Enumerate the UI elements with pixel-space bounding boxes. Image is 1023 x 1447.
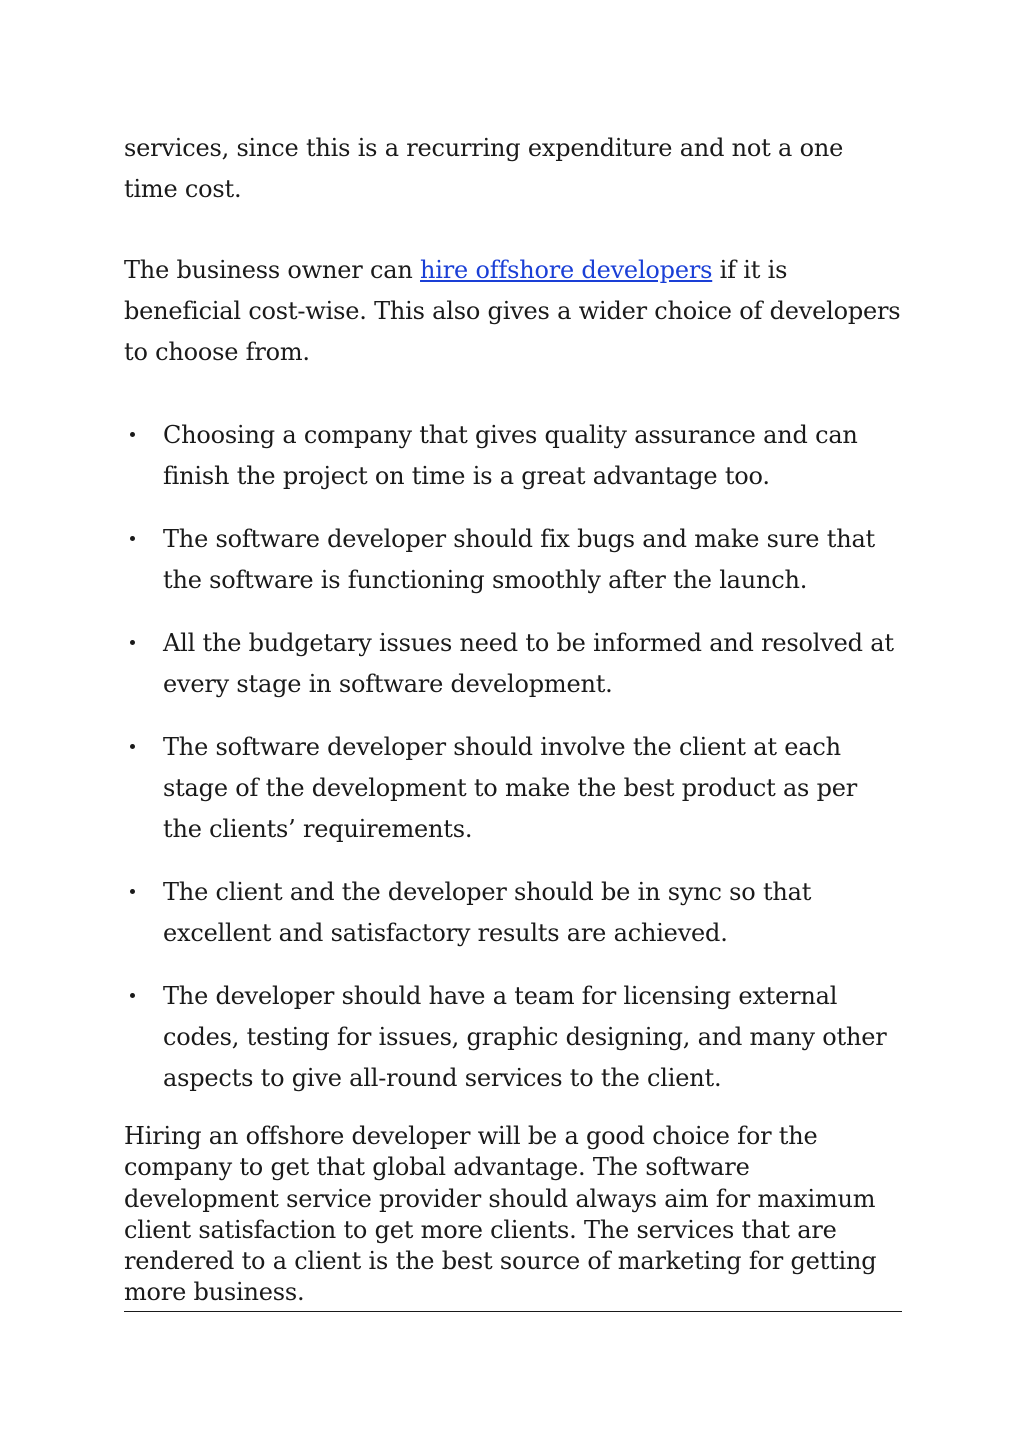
list-item-text: All the budgetary issues need to be informed and resolved at every stage in software development. — [163, 629, 894, 698]
bullet-icon — [130, 993, 135, 998]
list-item-text: Choosing a company that gives quality assurance and can finish the project on time is a great advantage too. — [163, 421, 858, 490]
bullet-icon — [130, 889, 135, 894]
bullet-icon — [130, 640, 135, 645]
list-item-text: The developer should have a team for licensing external codes, testing for issues, graphic designing, and many other aspects to give all-round services to the client. — [163, 982, 887, 1092]
benefits-list — [124, 415, 902, 1099]
intro-paragraph: services, since this is a recurring expenditure and not a one time cost. — [124, 134, 844, 203]
list-item — [124, 623, 902, 705]
offshore-paragraph-tail: if it is beneficial cost-wise. This also gives a wider choice of developers to choose from. — [124, 256, 901, 366]
list-item — [124, 519, 902, 601]
offshore-paragraph — [124, 250, 902, 373]
list-item — [124, 872, 902, 954]
closing-paragraph: Hiring an offshore developer will be a good choice for the company to get that global advantage. The software development service provider should always aim for maximum client satisfaction to get more clients. The services that are rendered to a client is the best source of marketing for getting more business. — [124, 1121, 902, 1312]
list-item — [124, 727, 902, 850]
bullet-icon — [130, 536, 135, 541]
list-item-text: The software developer should involve the client at each stage of the development to make the best product as per the clients’ requirements. — [163, 733, 858, 843]
hire-offshore-developers-link[interactable]: hire offshore developers — [420, 256, 713, 284]
bullet-icon — [130, 744, 135, 749]
document-body — [124, 128, 902, 1312]
list-item-text: The software developer should fix bugs and make sure that the software is functioning smoothly after the launch. — [163, 525, 875, 594]
offshore-paragraph-lead: The business owner can — [124, 256, 421, 284]
list-item — [124, 976, 902, 1099]
list-item — [124, 415, 902, 497]
list-item-text: The client and the developer should be in sync so that excellent and satisfactory results are achieved. — [163, 878, 812, 947]
bullet-icon — [130, 432, 135, 437]
